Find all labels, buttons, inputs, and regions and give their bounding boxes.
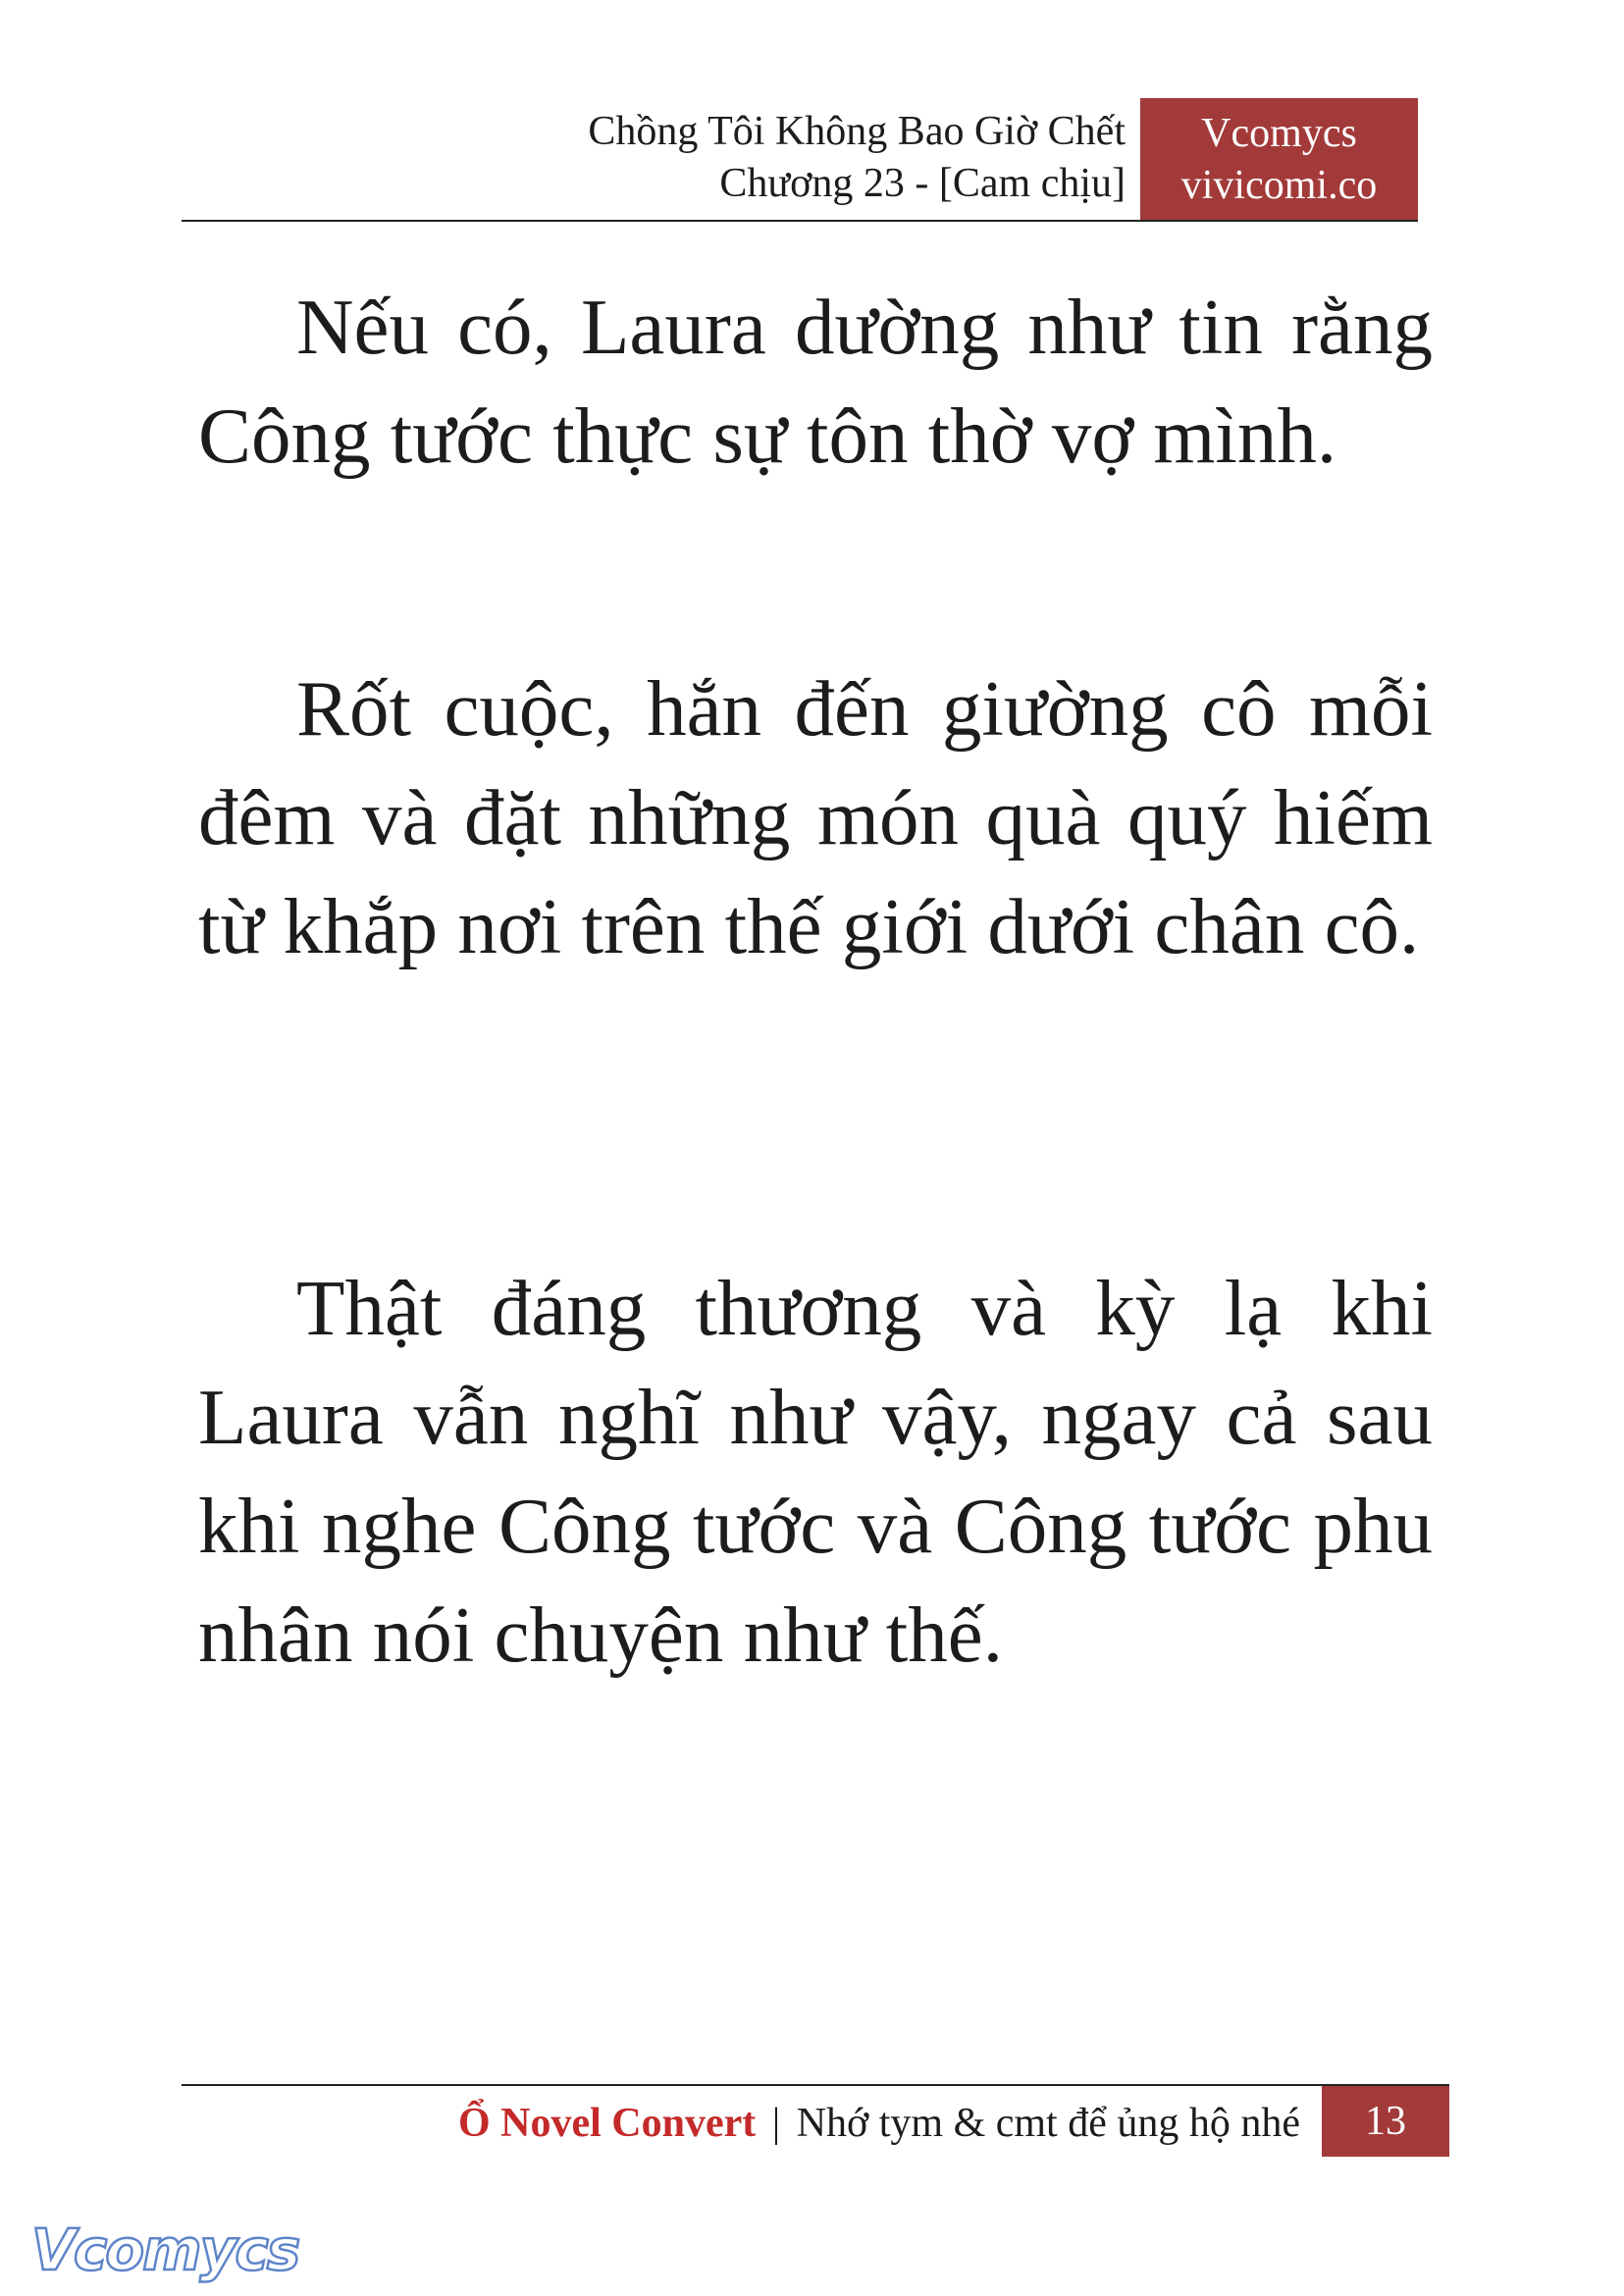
chapter-title: Chương 23 - [Cam chịu] [719, 161, 1126, 206]
site-badge-url: vivicomi.co [1180, 163, 1378, 208]
site-badge [1140, 98, 1418, 220]
page-number: 13 [1322, 2086, 1449, 2157]
header-titles [588, 106, 1126, 210]
watermark-logo [27, 2213, 299, 2291]
footer-brand: Ổ Novel Convert [457, 2101, 757, 2146]
footer-separator: | [771, 2101, 781, 2146]
watermark-logo-graphic [27, 2213, 299, 2291]
page-header [182, 98, 1418, 222]
book-title: Chồng Tôi Không Bao Giờ Chết [588, 109, 1126, 154]
paragraph-3: Thật đáng thương và kỳ lạ khi Laura vẫn nghĩ như vậy, ngay cả sau khi nghe Công tước và Công tước phu nhân nói chuyện như thế. [198, 1264, 1433, 1679]
watermark-logo-text: Vcomycs [31, 2217, 299, 2283]
paragraph-2: Rốt cuộc, hắn đến giường cô mỗi đêm và đặt những món quà quý hiếm từ khắp nơi trên thế giới dưới chân cô. [198, 664, 1433, 970]
paragraph-1: Nếu có, Laura dường như tin rằng Công tước thực sự tôn thờ vợ mình. [198, 283, 1433, 480]
site-badge-name: Vcomycs [1201, 111, 1357, 156]
footer-message: Nhớ tym & cmt để ủng hộ nhé [796, 2101, 1300, 2146]
page-footer [182, 2084, 1449, 2157]
footer-text [458, 2096, 1300, 2151]
